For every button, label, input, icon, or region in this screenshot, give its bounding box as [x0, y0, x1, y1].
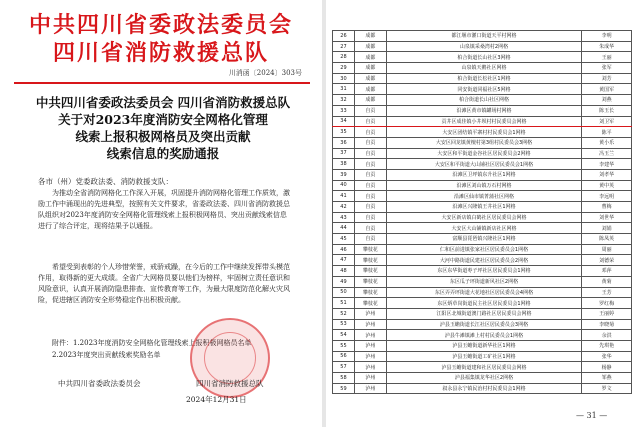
row-number-cell: 56 [333, 351, 355, 362]
row-grid-cell: 山泉镇天鹅社区网格 [386, 63, 581, 74]
row-number-cell: 38 [333, 159, 355, 170]
row-name-cell: 周丽 [582, 244, 632, 255]
table-body [333, 31, 632, 394]
table-row [333, 298, 632, 309]
row-number-cell: 59 [333, 383, 355, 394]
row-name-cell: 陈凤英 [582, 234, 632, 245]
row-name-cell: 李晓菊 [582, 319, 632, 330]
table-row [333, 148, 632, 159]
row-grid-cell: 泸县牛滩镇滩上村村民委员会1网格 [386, 330, 581, 341]
row-grid-cell: 沿滩区刘山镇万石村网格 [386, 180, 581, 191]
row-number-cell: 42 [333, 202, 355, 213]
row-city-cell: 成都 [354, 84, 386, 95]
table-row [333, 276, 632, 287]
row-name-cell: 陈玉长 [582, 105, 632, 116]
salutation: 各市（州）党委政法委、消防救援支队： [38, 177, 173, 186]
row-grid-cell: 江阳区北城街道澳门路社区居民委员会网格 [386, 308, 581, 319]
row-number-cell: 36 [333, 137, 355, 148]
row-number-cell: 30 [333, 73, 355, 84]
row-number-cell: 45 [333, 234, 355, 245]
row-name-cell: 刘芳 [582, 73, 632, 84]
row-city-cell: 自贡 [354, 116, 386, 127]
table-row [333, 383, 632, 394]
row-grid-cell: 叙永县永宁镇民治村村民委员会1网格 [386, 383, 581, 394]
name-list-page [326, 4, 636, 423]
table-row [333, 95, 632, 106]
row-number-cell: 29 [333, 63, 355, 74]
attachment-2: 2.2023年度突出贡献线索奖励名单 [52, 351, 161, 359]
row-name-cell: 刘燕 [582, 95, 632, 106]
row-city-cell: 泸州 [354, 351, 386, 362]
row-name-cell: 刘孝华 [582, 169, 632, 180]
row-grid-cell: 泸县福集镇龙华社区2网格 [386, 373, 581, 384]
row-number-cell: 53 [333, 319, 355, 330]
row-name-cell: 李明 [582, 31, 632, 42]
table-row [333, 287, 632, 298]
row-number-cell: 58 [333, 373, 355, 384]
row-grid-cell: 山泉镇采桑湾村2网格 [386, 41, 581, 52]
row-number-cell: 54 [333, 330, 355, 341]
row-grid-cell: 都江堰市灌口街道天平村网格 [386, 31, 581, 42]
row-name-cell: 王芳 [582, 287, 632, 298]
notice-title [28, 94, 298, 162]
row-grid-cell: 泸县玉蟾街道长江社区居民委员会3网格 [386, 319, 581, 330]
row-name-cell: 罗红梅 [582, 298, 632, 309]
row-city-cell: 攀枝花 [354, 287, 386, 298]
row-city-cell: 攀枝花 [354, 298, 386, 309]
row-grid-cell: 大安区新店镇白鹤社区居民委员会网格 [386, 212, 581, 223]
row-grid-cell: 沿滩区黄市镇罐场村网格 [386, 105, 581, 116]
row-name-cell: 刘德荣 [582, 255, 632, 266]
row-city-cell: 自贡 [354, 234, 386, 245]
row-grid-cell: 东区瓜子坪街道新风社区2网格 [386, 276, 581, 287]
row-number-cell: 41 [333, 191, 355, 202]
grid-member-table [332, 30, 632, 394]
row-number-cell: 49 [333, 276, 355, 287]
row-number-cell: 26 [333, 31, 355, 42]
row-grid-cell: 大安区回龙镇黄檀村第3组村民委员会3网格 [386, 137, 581, 148]
row-number-cell: 46 [333, 244, 355, 255]
table-row [333, 63, 632, 74]
issue-date: 2024年12月31日 [186, 395, 247, 404]
row-city-cell: 攀枝花 [354, 244, 386, 255]
row-grid-cell: 东区东华街道枣子坪社区居民委员会1网格 [386, 266, 581, 277]
row-city-cell: 自贡 [354, 159, 386, 170]
row-name-cell: 黄小乐 [582, 137, 632, 148]
row-number-cell: 32 [333, 95, 355, 106]
row-city-cell: 自贡 [354, 212, 386, 223]
row-city-cell: 攀枝花 [354, 276, 386, 287]
row-grid-cell: 大安区和平街道大山铺社区居民委员会1网格 [386, 159, 581, 170]
body-paragraph-1: 为推动全省消防网格化工作深入开展，巩固提升消防网格化管理工作质效，激励工作中涌现出的先进典型，按照有关文件要求，省委政法委、四川省消防救援总队组织对2023年度消防安全网格化管理线索上报积极网格员、突出贡献线索信息进行了综合评定，现将结果予以通报。 [38, 189, 290, 230]
row-grid-cell: 富顺县琵琶镇兴隆社区1网格 [386, 234, 581, 245]
table-row [333, 223, 632, 234]
table-row [333, 52, 632, 63]
table-row [333, 105, 632, 116]
table-row [333, 362, 632, 373]
row-name-cell: 陈平 [582, 127, 632, 138]
row-grid-cell: 泸县玉蟾街道新华社区1网格 [386, 340, 581, 351]
table-row [333, 127, 632, 138]
row-city-cell: 成都 [354, 31, 386, 42]
row-name-cell: 李建华 [582, 159, 632, 170]
table-row [333, 180, 632, 191]
row-name-cell: 朱成华 [582, 41, 632, 52]
table-row [333, 212, 632, 223]
row-city-cell: 自贡 [354, 137, 386, 148]
row-name-cell: 黄菊 [582, 276, 632, 287]
row-grid-cell: 同安街道同福社区5网格 [386, 84, 581, 95]
row-city-cell: 成都 [354, 52, 386, 63]
row-city-cell: 攀枝花 [354, 255, 386, 266]
row-number-cell: 43 [333, 212, 355, 223]
row-name-cell: 曹梅 [582, 202, 632, 213]
row-city-cell: 自贡 [354, 148, 386, 159]
row-name-cell: 刘世华 [582, 212, 632, 223]
row-city-cell: 自贡 [354, 105, 386, 116]
row-number-cell: 51 [333, 298, 355, 309]
row-name-cell: 黄国军 [582, 84, 632, 95]
row-city-cell: 泸州 [354, 330, 386, 341]
table-row [333, 234, 632, 245]
body-paragraph-2: 希望受到表彰的个人珍惜荣誉，戒骄戒躁，在今后的工作中继续发挥带头模范作用，取得新的更大成绩。全省广大网格员要以他们为榜样，牢固树立责任意识和风险意识，认真开展消防隐患排查、宣传教育等工作，为最大限度防范化解火灾风险，促进辖区消防安全形势稳定作出积极贡献。 [38, 263, 290, 304]
table-row [333, 373, 632, 384]
row-name-cell: 邓萍 [582, 266, 632, 277]
table-row [333, 202, 632, 213]
table-row [333, 266, 632, 277]
row-number-cell: 57 [333, 362, 355, 373]
row-city-cell: 泸州 [354, 383, 386, 394]
row-grid-cell: 沿滩区仙市镇菁蒲社区网格 [386, 191, 581, 202]
row-city-cell: 泸州 [354, 319, 386, 330]
red-divider-line [14, 82, 310, 84]
row-city-cell: 自贡 [354, 191, 386, 202]
row-name-cell: 黄中英 [582, 180, 632, 191]
row-grid-cell: 大安区大山铺镇新店社区网格 [386, 223, 581, 234]
row-grid-cell: 柏合街道长山社区3网格 [386, 52, 581, 63]
issuer-header-fire-rescue: 四川省消防救援总队 [52, 40, 269, 66]
row-city-cell: 攀枝花 [354, 266, 386, 277]
row-name-cell: 李远明 [582, 191, 632, 202]
row-name-cell: 王丽婷 [582, 308, 632, 319]
table-row [333, 191, 632, 202]
row-name-cell: 罗文 [582, 383, 632, 394]
row-number-cell: 55 [333, 340, 355, 351]
row-number-cell: 27 [333, 41, 355, 52]
row-name-cell: 邹燕 [582, 373, 632, 384]
row-name-cell: 王丽 [582, 52, 632, 63]
row-grid-cell: 柏合街道长山社区网格 [386, 95, 581, 106]
row-name-cell: 张军 [582, 63, 632, 74]
row-grid-cell: 贡井区成佳镇小井坝村村民委员会网格 [386, 116, 581, 127]
row-grid-cell: 大安区和平街道金谷社区居民委员会2网格 [386, 148, 581, 159]
title-line: 关于对2023年度消防安全网格化管理 [58, 112, 268, 127]
table-row [333, 41, 632, 52]
table-row [333, 159, 632, 170]
row-number-cell: 40 [333, 180, 355, 191]
row-name-cell: 先琪艳 [582, 340, 632, 351]
row-number-cell: 35 [333, 127, 355, 138]
row-number-cell: 48 [333, 266, 355, 277]
signature-fire-rescue: 四川省消防救援总队 [196, 379, 264, 388]
row-grid-cell: 大安区团结镇平寨村村民委员会1网格 [386, 127, 581, 138]
row-city-cell: 成都 [354, 63, 386, 74]
row-number-cell: 39 [333, 169, 355, 180]
row-grid-cell: 东区炳草岗街道民主社区居民委员会1网格 [386, 298, 581, 309]
table-row [333, 351, 632, 362]
title-line: 线索上报积极网格员及突出贡献 [75, 129, 251, 144]
row-city-cell: 成都 [354, 73, 386, 84]
table-row [333, 73, 632, 84]
table-row [333, 137, 632, 148]
row-number-cell: 33 [333, 105, 355, 116]
row-number-cell: 50 [333, 287, 355, 298]
table-row [333, 31, 632, 42]
attachment-1: 附件：1.2023年度消防安全网格化管理线索上报积极网格员名单 [52, 339, 252, 347]
table-row [333, 308, 632, 319]
row-grid-cell: 沿滩区卫坪镇东升社区1网格 [386, 169, 581, 180]
row-city-cell: 成都 [354, 95, 386, 106]
row-grid-cell: 泸县玉蟾街道建和社区居民委员会网格 [386, 362, 581, 373]
row-city-cell: 泸州 [354, 362, 386, 373]
row-grid-cell: 东区弄弄坪街道大花地社区居民委员会4网格 [386, 287, 581, 298]
row-number-cell: 44 [333, 223, 355, 234]
title-line: 线索信息的奖励通报 [106, 146, 220, 161]
page-number: — 31 — [576, 411, 608, 420]
row-name-cell: 杨静 [582, 362, 632, 373]
table-row [333, 319, 632, 330]
row-name-cell: 张华 [582, 351, 632, 362]
title-line: 中共四川省委政法委员会 四川省消防救援总队 [35, 95, 291, 110]
row-grid-cell: 沿滩区兴隆镇王井社区1网格 [386, 202, 581, 213]
row-grid-cell: 大河中路街道民建社区居民委员会2网格 [386, 255, 581, 266]
row-number-cell: 37 [333, 148, 355, 159]
row-number-cell: 52 [333, 308, 355, 319]
table-row [333, 84, 632, 95]
table-row [333, 169, 632, 180]
row-name-cell: 冯玉兰 [582, 148, 632, 159]
row-city-cell: 泸州 [354, 308, 386, 319]
row-number-cell: 31 [333, 84, 355, 95]
row-grid-cell: 仁和区前进镇张家社区居民委员会1网格 [386, 244, 581, 255]
row-grid-cell: 柏合街道长松社区1网格 [386, 73, 581, 84]
row-number-cell: 47 [333, 255, 355, 266]
table-row [333, 330, 632, 341]
row-city-cell: 成都 [354, 41, 386, 52]
row-name-cell: 刘娟 [582, 223, 632, 234]
row-name-cell: 刘卫军 [582, 116, 632, 127]
row-grid-cell: 泸县玉蟾街道工矿社区1网格 [386, 351, 581, 362]
document-number: 川消函〔2024〕303号 [228, 69, 302, 77]
row-city-cell: 自贡 [354, 202, 386, 213]
seal-ring [204, 332, 256, 384]
row-city-cell: 泸州 [354, 373, 386, 384]
signature-committee: 中共四川省委政法委员会 [58, 379, 141, 388]
row-number-cell: 34 [333, 116, 355, 127]
row-number-cell: 28 [333, 52, 355, 63]
table-row [333, 255, 632, 266]
row-city-cell: 自贡 [354, 223, 386, 234]
table-row [333, 340, 632, 351]
table-row [333, 116, 632, 127]
row-city-cell: 自贡 [354, 169, 386, 180]
issuer-header-committee: 中共四川省委政法委员会 [28, 12, 293, 38]
row-name-cell: 余洪 [582, 330, 632, 341]
row-city-cell: 自贡 [354, 127, 386, 138]
row-city-cell: 自贡 [354, 180, 386, 191]
row-city-cell: 泸州 [354, 340, 386, 351]
table-row [333, 244, 632, 255]
